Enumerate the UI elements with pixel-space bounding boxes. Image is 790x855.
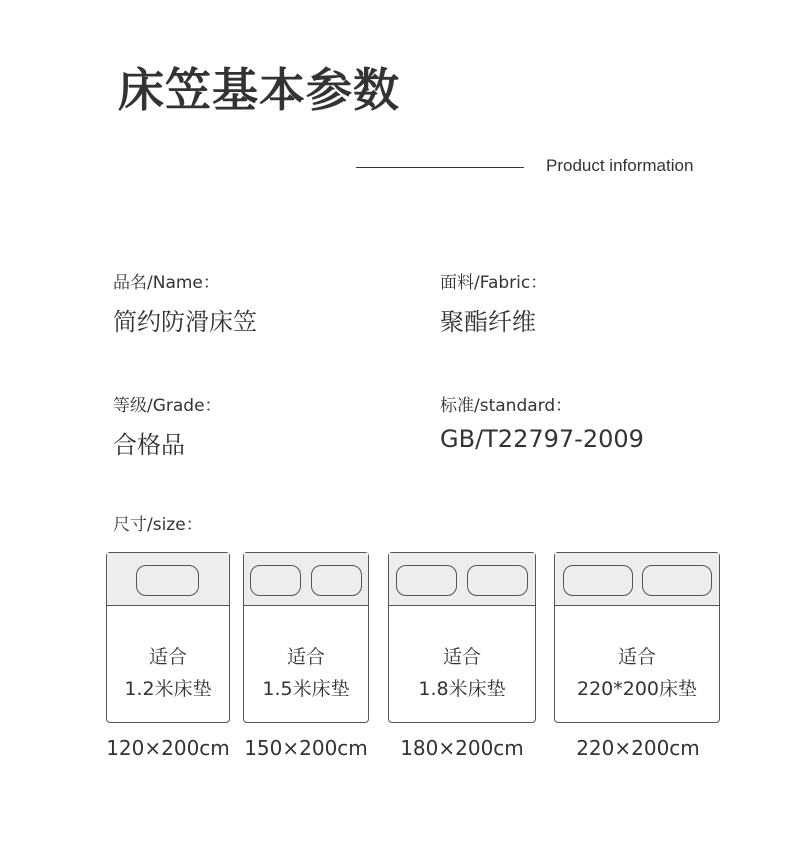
bed-caption — [244, 641, 368, 705]
bed-diagram-180 — [388, 552, 536, 723]
size-label: 尺寸/size： — [113, 515, 203, 535]
pillow-icon — [136, 565, 199, 596]
bed-caption-line1: 适合 — [442, 646, 481, 668]
bed-caption — [389, 641, 535, 705]
spec-grade-value: 合格品 — [113, 431, 185, 459]
pillow-icon — [642, 565, 712, 596]
bed-dimension-120: 120×200cm — [106, 736, 230, 760]
spec-fabric-value: 聚酯纤维 — [440, 308, 536, 336]
bed-diagram-120 — [106, 552, 230, 723]
spec-standard-label: 标准/standard： — [440, 396, 573, 416]
bed-caption-line2: 220*200床垫 — [576, 678, 698, 700]
bed-caption-line2: 1.2米床垫 — [124, 678, 212, 700]
pillow-icon — [467, 565, 528, 596]
bed-headboard — [244, 553, 368, 606]
bed-headboard — [389, 553, 535, 606]
pillow-icon — [396, 565, 457, 596]
subtitle-divider — [356, 167, 524, 168]
bed-dimension-220: 220×200cm — [576, 736, 700, 760]
spec-name-value: 简约防滑床笠 — [113, 308, 257, 336]
bed-headboard — [107, 553, 229, 606]
bed-headboard — [555, 553, 719, 606]
bed-caption-line1: 适合 — [617, 646, 656, 668]
bed-caption-line1: 适合 — [148, 646, 187, 668]
bed-caption — [107, 641, 229, 705]
spec-name-label: 品名/Name： — [113, 273, 220, 293]
page-title: 床笠基本参数 — [118, 63, 400, 117]
page-subtitle: Product information — [546, 156, 694, 175]
pillow-icon — [563, 565, 633, 596]
spec-grade-label: 等级/Grade： — [113, 396, 222, 416]
bed-diagram-220 — [554, 552, 720, 723]
bed-diagram-150 — [243, 552, 369, 723]
pillow-icon — [311, 565, 362, 596]
bed-caption-line2: 1.5米床垫 — [262, 678, 350, 700]
bed-caption-line1: 适合 — [286, 646, 325, 668]
spec-fabric-label: 面料/Fabric： — [440, 273, 548, 293]
bed-caption-line2: 1.8米床垫 — [418, 678, 506, 700]
pillow-icon — [250, 565, 301, 596]
bed-caption — [555, 641, 719, 705]
bed-dimension-180: 180×200cm — [400, 736, 524, 760]
spec-standard-value: GB/T22797-2009 — [440, 425, 644, 453]
bed-dimension-150: 150×200cm — [244, 736, 368, 760]
